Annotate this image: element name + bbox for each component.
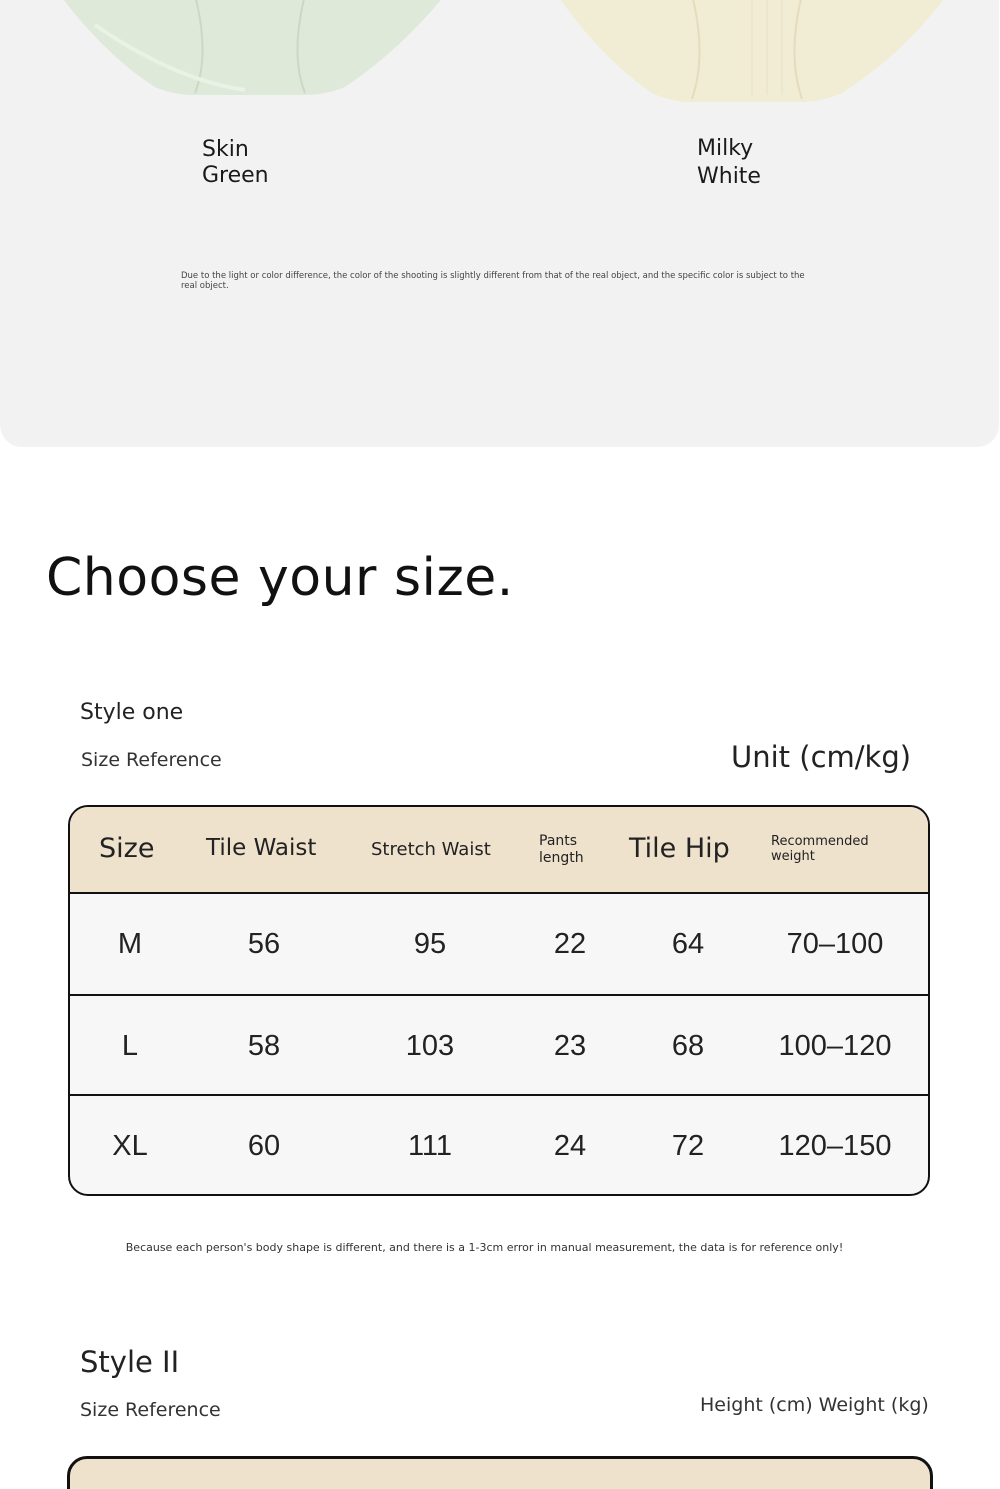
color-swatch-panel [0, 0, 999, 447]
size-table-style-two [67, 1456, 933, 1489]
table-header-row [70, 807, 928, 894]
header-pants-length: Pants length [539, 833, 584, 866]
cell-size: M [117, 928, 143, 960]
milky-white-product-image [552, 0, 952, 110]
table-row [70, 994, 928, 1094]
style-two-size-reference: Size Reference [80, 1399, 221, 1421]
header-size: Size [99, 833, 155, 864]
swatch-label-milky-white: Milky White [697, 136, 761, 189]
cell-tile-hip: 72 [671, 1130, 705, 1162]
style-one-title: Style one [80, 700, 184, 725]
cell-pants-length: 23 [553, 1030, 587, 1062]
style-two-title: Style II [80, 1345, 180, 1379]
style-one-size-reference: Size Reference [81, 749, 222, 771]
cell-pants-length: 24 [553, 1130, 587, 1162]
cell-size: L [121, 1030, 139, 1062]
cell-tile-waist: 58 [247, 1030, 281, 1062]
cell-stretch-waist: 103 [405, 1030, 455, 1062]
measurement-disclaimer: Because each person's body shape is different, and there is a 1-3cm error in manual measurement, the data is for reference only! [125, 1241, 844, 1254]
cell-recommended-weight: 100–120 [778, 1030, 892, 1062]
cell-pants-length: 22 [553, 928, 587, 960]
color-disclaimer: Due to the light or color difference, the color of the shooting is slightly different from that of the real object, and the specific color is subject to the real object. [181, 271, 805, 291]
header-tile-hip: Tile Hip [629, 833, 730, 864]
header-recommended-weight: Recommended weight [771, 834, 869, 864]
table-row [70, 894, 928, 994]
cell-tile-waist: 56 [247, 928, 281, 960]
cell-tile-hip: 68 [671, 1030, 705, 1062]
size-table-style-one [68, 805, 930, 1196]
cell-recommended-weight: 120–150 [778, 1130, 892, 1162]
cell-tile-waist: 60 [247, 1130, 281, 1162]
cell-tile-hip: 64 [671, 928, 705, 960]
cell-size: XL [112, 1130, 148, 1162]
header-tile-waist: Tile Waist [206, 835, 317, 861]
skin-green-product-image [55, 0, 450, 105]
swatch-label-skin-green: Skin Green [202, 137, 269, 188]
cell-stretch-waist: 95 [413, 928, 447, 960]
header-stretch-waist: Stretch Waist [371, 839, 491, 860]
table-row [70, 1094, 928, 1194]
style-one-unit: Unit (cm/kg) [731, 740, 912, 774]
style-two-unit: Height (cm) Weight (kg) [700, 1394, 929, 1416]
page-title: Choose your size. [46, 548, 514, 608]
cell-recommended-weight: 70–100 [786, 928, 884, 960]
cell-stretch-waist: 111 [407, 1130, 453, 1162]
